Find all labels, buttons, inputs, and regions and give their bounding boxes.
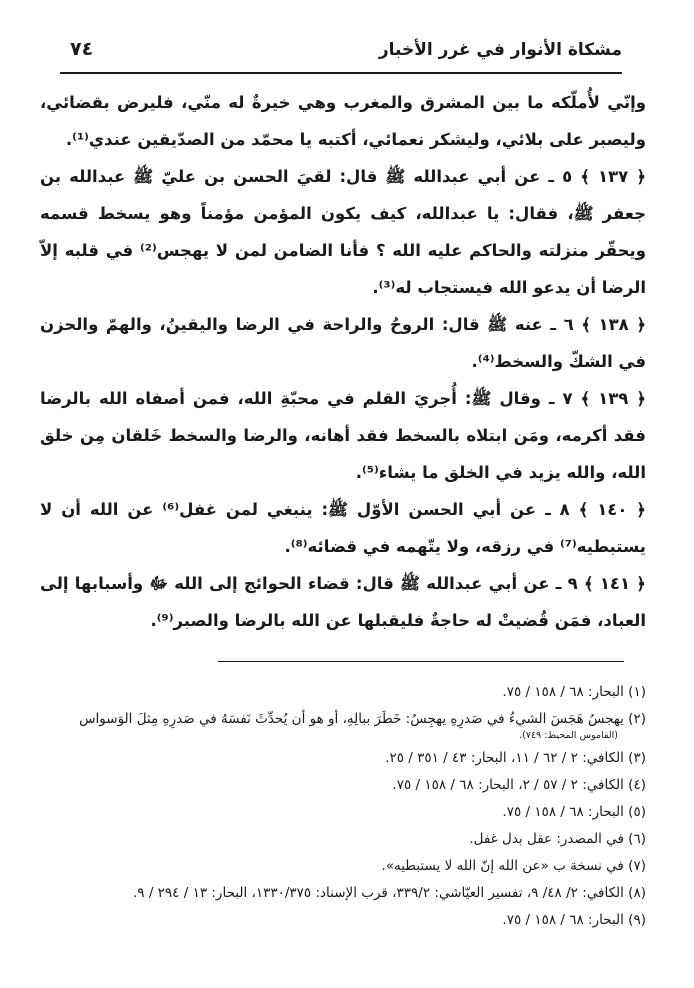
hadith-141: ﴿ ١٤١ ﴾ ٩ ـ عن أبي عبدالله ﷺ قال: قضاء الحوائج إلى الله ﷻ وأسبابها إلى العباد، فمَن قُضيتْ له حاجةٌ فليقبلها عن الله بالرضا والصبر⁽⁹⁾.: [40, 574, 646, 630]
footnotes: [40, 679, 646, 934]
footnote-separator: [218, 661, 624, 662]
footnote-2-source: (القاموس المحيط: ٧٤٩).: [519, 730, 618, 741]
footnote-6: (٦) في المصدر: عقل بدل غفل.: [469, 831, 646, 847]
footnote-4: (٤) الكافي: ٢ / ٥٧ / ٢، البحار: ٦٨ / ١٥٨ / ٧٥.: [392, 777, 646, 793]
main-text: [40, 84, 646, 639]
footnote-2: (٢) يهجسُ هَجَسَ الشيءُ في صَدرِهِ يهجِسُ: خَطَرَ ببالِهِ، أو هو أن يُحدِّثَ نَفسَهُ في صَدرِهِ مِثلَ الوَسواس: [79, 711, 646, 727]
hadith-139: ﴿ ١٣٩ ﴾ ٧ ـ وقال ﷺ: أُجريَ القلم في محبّةِ الله، فمن أصفاه الله بالرضا فقد أكرمه، ومَن ابتلاه بالسخط فقد أهانه، والرضا والسخط خَلقان مِن خلق الله، والله يزيد في الخلق ما يشاء⁽⁵⁾.: [40, 389, 646, 482]
running-title: مشكاة الأنوار في غرر الأخبار: [378, 40, 622, 60]
footnote-3: (٣) الكافي: ٢ / ٦٢ / ١١، البحار: ٤٣ / ٣٥١ / ٢٥.: [385, 750, 646, 766]
footnote-8: (٨) الكافي: ٢/ ٤٨/ ٩، تفسير العيّاشي: ٣٣٩/٢، قرب الإسناد: ١٣٣٠/٣٧٥، البحار: ١٣ / ٢٩٤ / ٩.: [132, 885, 646, 901]
page-number: ٧٤: [60, 38, 103, 60]
hadith-137: ﴿ ١٣٧ ﴾ ٥ ـ عن أبي عبدالله ﷺ قال: لقيَ الحسن بن عليّ ﷺ عبدالله بن جعفر ﷺ، فقال: يا عبدالله، كيف يكون المؤمن مؤمناً وهو يسخط قسمه ويحقّر منزلته والحاكم عليه الله ؟ فأنا الضامن لمن لا يهجس⁽²⁾ في قلبه إلاّ الرضا أن يدعو الله فيستجاب له⁽³⁾.: [40, 167, 646, 297]
paragraph-continuation: وإنّي لأُملّكه ما بين المشرق والمغرب وهي خيرةٌ له منّي، فليرض بقضائي، وليصبر على بلائي، وليشكر نعمائي، أكتبه يا محمّد من الصدّيقين عندي⁽¹⁾.: [40, 93, 646, 149]
page-header: [60, 38, 622, 74]
hadith-138: ﴿ ١٣٨ ﴾ ٦ ـ عنه ﷺ قال: الروحُ والراحة في الرضا واليقينُ، والهمّ والحزن في الشكّ والسخط⁽⁴⁾.: [40, 315, 646, 371]
footnote-1: (١) البحار: ٦٨ / ١٥٨ / ٧٥.: [502, 684, 646, 700]
footnote-9: (٩) البحار: ٦٨ / ١٥٨ / ٧٥.: [502, 912, 646, 928]
footnote-7: (٧) في نسخة ب «عن الله إنّ الله لا يستبطيه».: [381, 858, 646, 874]
footnote-5: (٥) البحار: ٦٨ / ١٥٨ / ٧٥.: [502, 804, 646, 820]
hadith-140: ﴿ ١٤٠ ﴾ ٨ ـ عن أبي الحسن الأوّل ﷺ: ينبغي لمن غفل⁽⁶⁾ عن الله أن لا يستبطيه⁽⁷⁾ في رزقه، ولا يتّهمه في قضائه⁽⁸⁾.: [40, 500, 646, 556]
